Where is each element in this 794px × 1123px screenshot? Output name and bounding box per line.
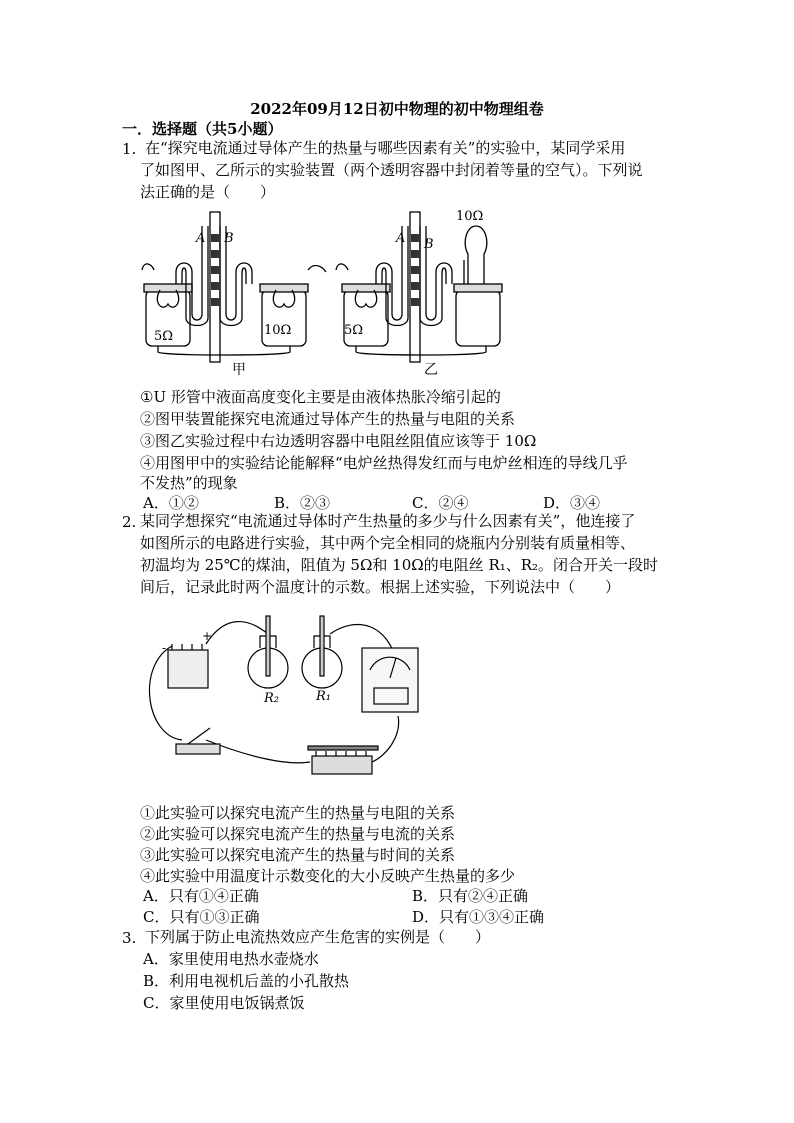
q1-stem-line-1: 在“探究电流通过导体产生的热量与哪些因素有关”的实验中，某同学采用 [145, 139, 626, 157]
q3-option-b[interactable]: B．利用电视机后盖的小孔散热 [143, 972, 350, 990]
fig1-resistor-10-right: 10Ω [456, 209, 484, 224]
q3-option-a[interactable]: A．家里使用电热水壶烧水 [143, 950, 319, 968]
q2-statement-4: ④此实验中用温度计示数变化的大小反映产生热量的多少 [140, 867, 516, 885]
q2-option-a[interactable]: A．只有①④正确 [143, 887, 259, 905]
q1-statement-1: ①U 形管中液面高度变化主要是由液体热胀冷缩引起的 [140, 388, 501, 406]
question-number-3: 3. [122, 929, 137, 947]
q1-option-b[interactable]: B．②③ [274, 494, 331, 512]
q1-statement-4-cont: 不发热”的现象 [140, 474, 238, 492]
q2-statement-2: ②此实验可以探究电流产生的热量与电流的关系 [140, 825, 456, 843]
battery-minus: - [162, 641, 167, 655]
fig2-label-r1: R₁ [316, 689, 331, 704]
fig1-label-b: B [224, 231, 234, 246]
q2-statement-1: ①此实验可以探究电流产生的热量与电阻的关系 [140, 804, 456, 822]
q2-stem-line-2: 如图所示的电路进行实验，其中两个完全相同的烧瓶内分别装有质量相等、 [140, 534, 636, 552]
fig1-label-a: A [196, 231, 206, 246]
q1-statement-2: ②图甲装置能探究电流通过导体产生的热量与电阻的关系 [140, 410, 516, 428]
q3-option-c[interactable]: C．家里使用电饭锅煮饭 [143, 994, 305, 1012]
q1-statement-3: ③图乙实验过程中右边透明容器中电阻丝阻值应该等于 10Ω [140, 432, 537, 450]
question-number-1: 1. [122, 140, 137, 158]
fig1-label-b-right: B [424, 237, 434, 252]
q2-statement-3: ③此实验可以探究电流产生的热量与时间的关系 [140, 846, 456, 864]
battery-plus: + [202, 629, 213, 643]
fig1-resistor-5-left: 5Ω [154, 329, 174, 344]
q1-stem-line-3: 法正确的是（ ） [140, 183, 276, 201]
q1-statement-4: ④用图甲中的实验结论能解释“电炉丝热得发红而与电炉丝相连的导线几乎 [140, 454, 628, 472]
q1-option-a[interactable]: A．①② [143, 494, 199, 512]
q2-option-d[interactable]: D．只有①③④正确 [412, 908, 545, 926]
q1-stem-line-2: 了如图甲、乙所示的实验装置（两个透明容器中封闭着等量的空气）。下列说 [140, 161, 643, 179]
q1-option-c[interactable]: C．②④ [412, 494, 469, 512]
fig2-label-r2: R₂ [264, 691, 279, 706]
figure-u-tube-apparatus [130, 204, 560, 380]
fig1-caption-jia: 甲 [232, 362, 246, 378]
q2-stem-line-4: 间后，记录此时两个温度计的示数。根据上述实验，下列说法中（ ） [140, 578, 621, 596]
q1-option-d[interactable]: D．③④ [543, 494, 601, 512]
page-title: 2022年09月12日初中物理的初中物理组卷 [250, 100, 544, 118]
section-heading: 一．选择题（共5小题） [122, 120, 283, 138]
q3-stem: 下列属于防止电流热效应产生危害的实例是（ ） [145, 928, 491, 946]
fig1-caption-yi: 乙 [424, 362, 438, 378]
q2-stem-line-1: 某同学想探究“电流通过导体时产生热量的多少与什么因素有关”，他连接了 [140, 512, 636, 530]
fig1-label-a-right: A [396, 231, 406, 246]
fig1-resistor-10-left: 10Ω [264, 323, 292, 338]
q2-option-c[interactable]: C．只有①③正确 [143, 908, 260, 926]
question-number-2: 2. [122, 513, 137, 531]
q2-stem-line-3: 初温均为 25℃的煤油，阻值为 5Ω和 10Ω的电阻丝 R₁、R₂。闭合开关一段时 [140, 556, 659, 574]
fig1-resistor-5-right: 5Ω [344, 323, 364, 338]
figure-circuit-apparatus [136, 606, 436, 792]
q2-option-b[interactable]: B．只有②④正确 [412, 887, 529, 905]
